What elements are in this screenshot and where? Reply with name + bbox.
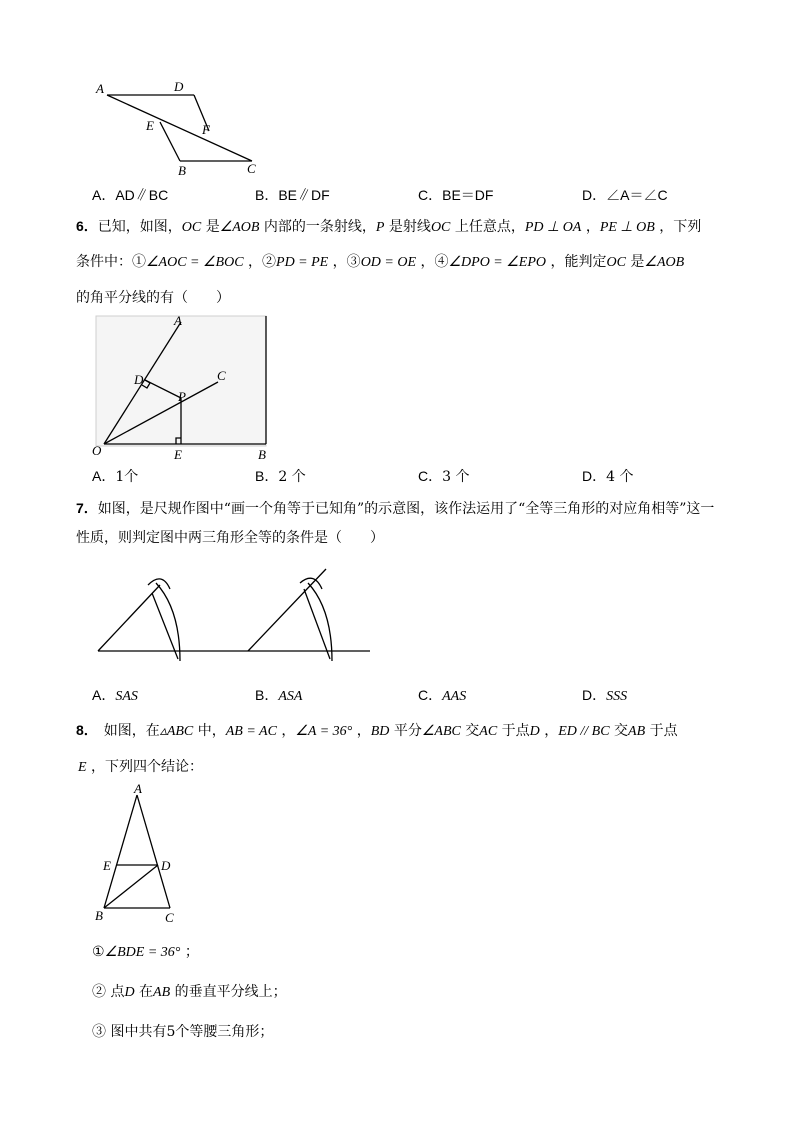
q8-conclusion-1: ①∠BDE = 36° ； [92, 944, 199, 960]
q6-label-D: D [134, 372, 144, 387]
q6-label-B: B [258, 447, 266, 462]
q6-label-A: A [174, 313, 182, 328]
q7-option-b: B．ASA [255, 687, 303, 704]
q5-label-B: B [178, 163, 186, 178]
q8-figure [90, 783, 190, 928]
q8-label-C: C [165, 910, 174, 925]
q6-option-c: C．3 个 [418, 468, 470, 485]
q6-option-b: B．2 个 [255, 468, 306, 485]
q5-option-d: D．∠A＝∠C [582, 187, 668, 203]
q8-conclusion-3: ③ 图中共有5个等腰三角形； [92, 1024, 274, 1040]
q6-label-P: P [178, 389, 186, 404]
q8-label-A: A [134, 783, 142, 796]
q8-line-1: 8． 如图，在▵ABC 中，AB = AC ，∠A = 36° ，BD 平分∠ABC 交AC 于点D ，ED // BC 交AB 于点 [76, 722, 678, 739]
q6-option-a: A．1个 [92, 468, 139, 485]
q6-label-C: C [217, 368, 226, 383]
q5-label-E: E [146, 118, 154, 133]
q6-label-O: O [92, 443, 102, 458]
q8-line-2: E ，下列四个结论： [78, 759, 204, 775]
q5-label-A: A [96, 81, 104, 96]
q6-option-d: D．4 个 [582, 468, 634, 485]
q5-label-F: F [202, 122, 210, 137]
q8-conclusion-2: ② 点D 在AB 的垂直平分线上； [92, 984, 287, 1000]
q6-line-3: 的角平分线的有（ ） [76, 290, 230, 306]
q5-figure [90, 75, 270, 180]
q8-label-D: D [161, 858, 171, 873]
q8-label-B: B [95, 908, 103, 923]
q7-line-1: 7．如图，是尺规作图中“画一个角等于已知角”的示意图，该作法运用了“全等三角形的对应角相等”这一 [76, 500, 715, 517]
q6-line-1: 6．已知，如图，OC 是∠AOB 内部的一条射线，P 是射线OC 上任意点，PD ⊥ OA ，PE ⊥ OB ，下列 [76, 218, 702, 235]
q7-figure [90, 565, 380, 667]
q5-label-C: C [247, 161, 256, 176]
q6-label-E: E [174, 447, 182, 462]
q5-option-c: C．BE＝DF [418, 187, 494, 203]
q7-option-c: C．AAS [418, 687, 467, 704]
q6-line-2: 条件中：①∠AOC = ∠BOC ，②PD = PE ，③OD = OE ，④∠DPO = ∠EPO ，能判定OC 是∠AOB [76, 254, 685, 270]
q5-option-b: B．BE∥DF [255, 187, 330, 203]
q7-option-a: A．SAS [92, 687, 138, 704]
q6-figure [88, 312, 274, 464]
q5-option-a: A．AD∥BC [92, 187, 169, 203]
q5-label-D: D [174, 79, 184, 94]
q7-line-2: 性质，则判定图中两三角形全等的条件是（ ） [76, 530, 384, 546]
q7-option-d: D．SSS [582, 687, 628, 704]
q8-label-E: E [103, 858, 111, 873]
